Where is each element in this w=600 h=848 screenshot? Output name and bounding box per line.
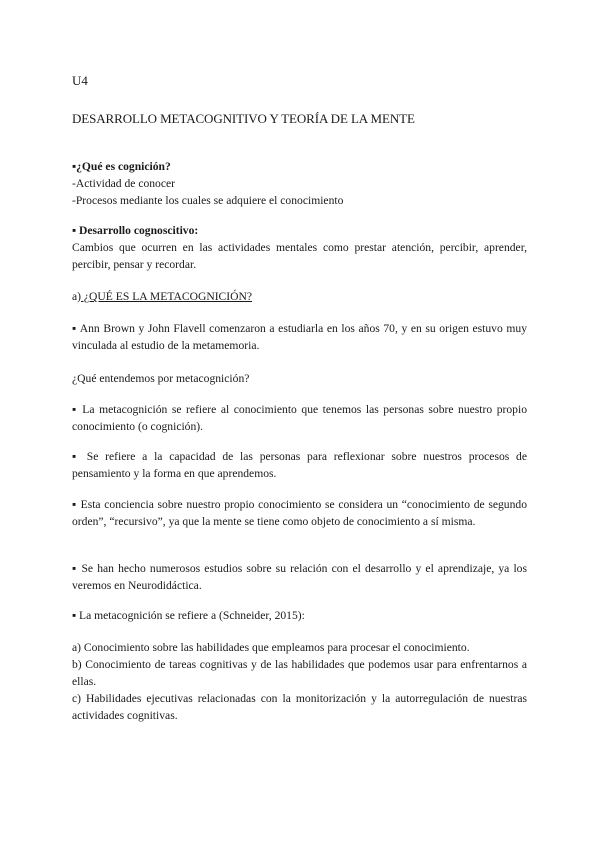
paragraph: ▪ La metacognición se refiere al conocimiento que tenemos las personas sobre nuestro propio conocimiento (o cognición). (72, 403, 527, 433)
paragraph: ▪ Ann Brown y John Flavell comenzaron a estudiarla en los años 70, y en su origen estuvo muy vinculada al estudio de la metamemoria. (72, 322, 527, 352)
paragraph: ▪ Esta conciencia sobre nuestro propio conocimiento se considera un “conocimiento de segundo orden”, “recursivo”, ya que la mente se tiene como objeto de conocimiento a sí misma. (72, 498, 527, 528)
section-desarrollo (72, 222, 527, 273)
list-item: c) Habilidades ejecutivas relacionadas con la monitorización y la autorregulación de nuestras actividades cognitivas. (72, 692, 527, 722)
definition-line: -Procesos mediante los cuales se adquiere el conocimiento (72, 194, 344, 207)
section-prefix: a) (72, 290, 82, 303)
unit-label: U4 (72, 73, 88, 88)
section-a-heading (72, 288, 527, 305)
list-item: a) Conocimiento sobre las habilidades que empleamos para procesar el conocimiento. (72, 641, 470, 654)
paragraph: ▪ La metacognición se refiere a (Schneider, 2015): (72, 609, 305, 622)
paragraph: ▪ Se refiere a la capacidad de las personas para reflexionar sobre nuestros procesos de pensamiento y la forma en que aprendemos. (72, 450, 527, 480)
list-item: b) Conocimiento de tareas cognitivas y de las habilidades que podemos usar para enfrentarnos a ellas. (72, 658, 527, 688)
definition-line: -Actividad de conocer (72, 177, 176, 190)
paragraph: ▪ Se han hecho numerosos estudios sobre su relación con el desarrollo y el aprendizaje, ya los veremos en Neurodidáctica. (72, 562, 527, 592)
question-line: ¿Qué entendemos por metacognición? (72, 372, 250, 385)
document-title: DESARROLLO METACOGNITIVO Y TEORÍA DE LA MENTE (72, 111, 415, 126)
section-heading: ▪¿Qué es cognición? (72, 160, 171, 173)
section-title: ¿QUÉ ES LA METACOGNICIÓN? (81, 290, 253, 303)
metacognition-list (72, 639, 527, 724)
section-text: Cambios que ocurren en las actividades mentales como prestar atención, percibir, aprender, percibir, pensar y recordar. (72, 241, 527, 271)
section-cognicion (72, 158, 527, 209)
section-heading: ▪ Desarrollo cognoscitivo: (72, 224, 199, 237)
